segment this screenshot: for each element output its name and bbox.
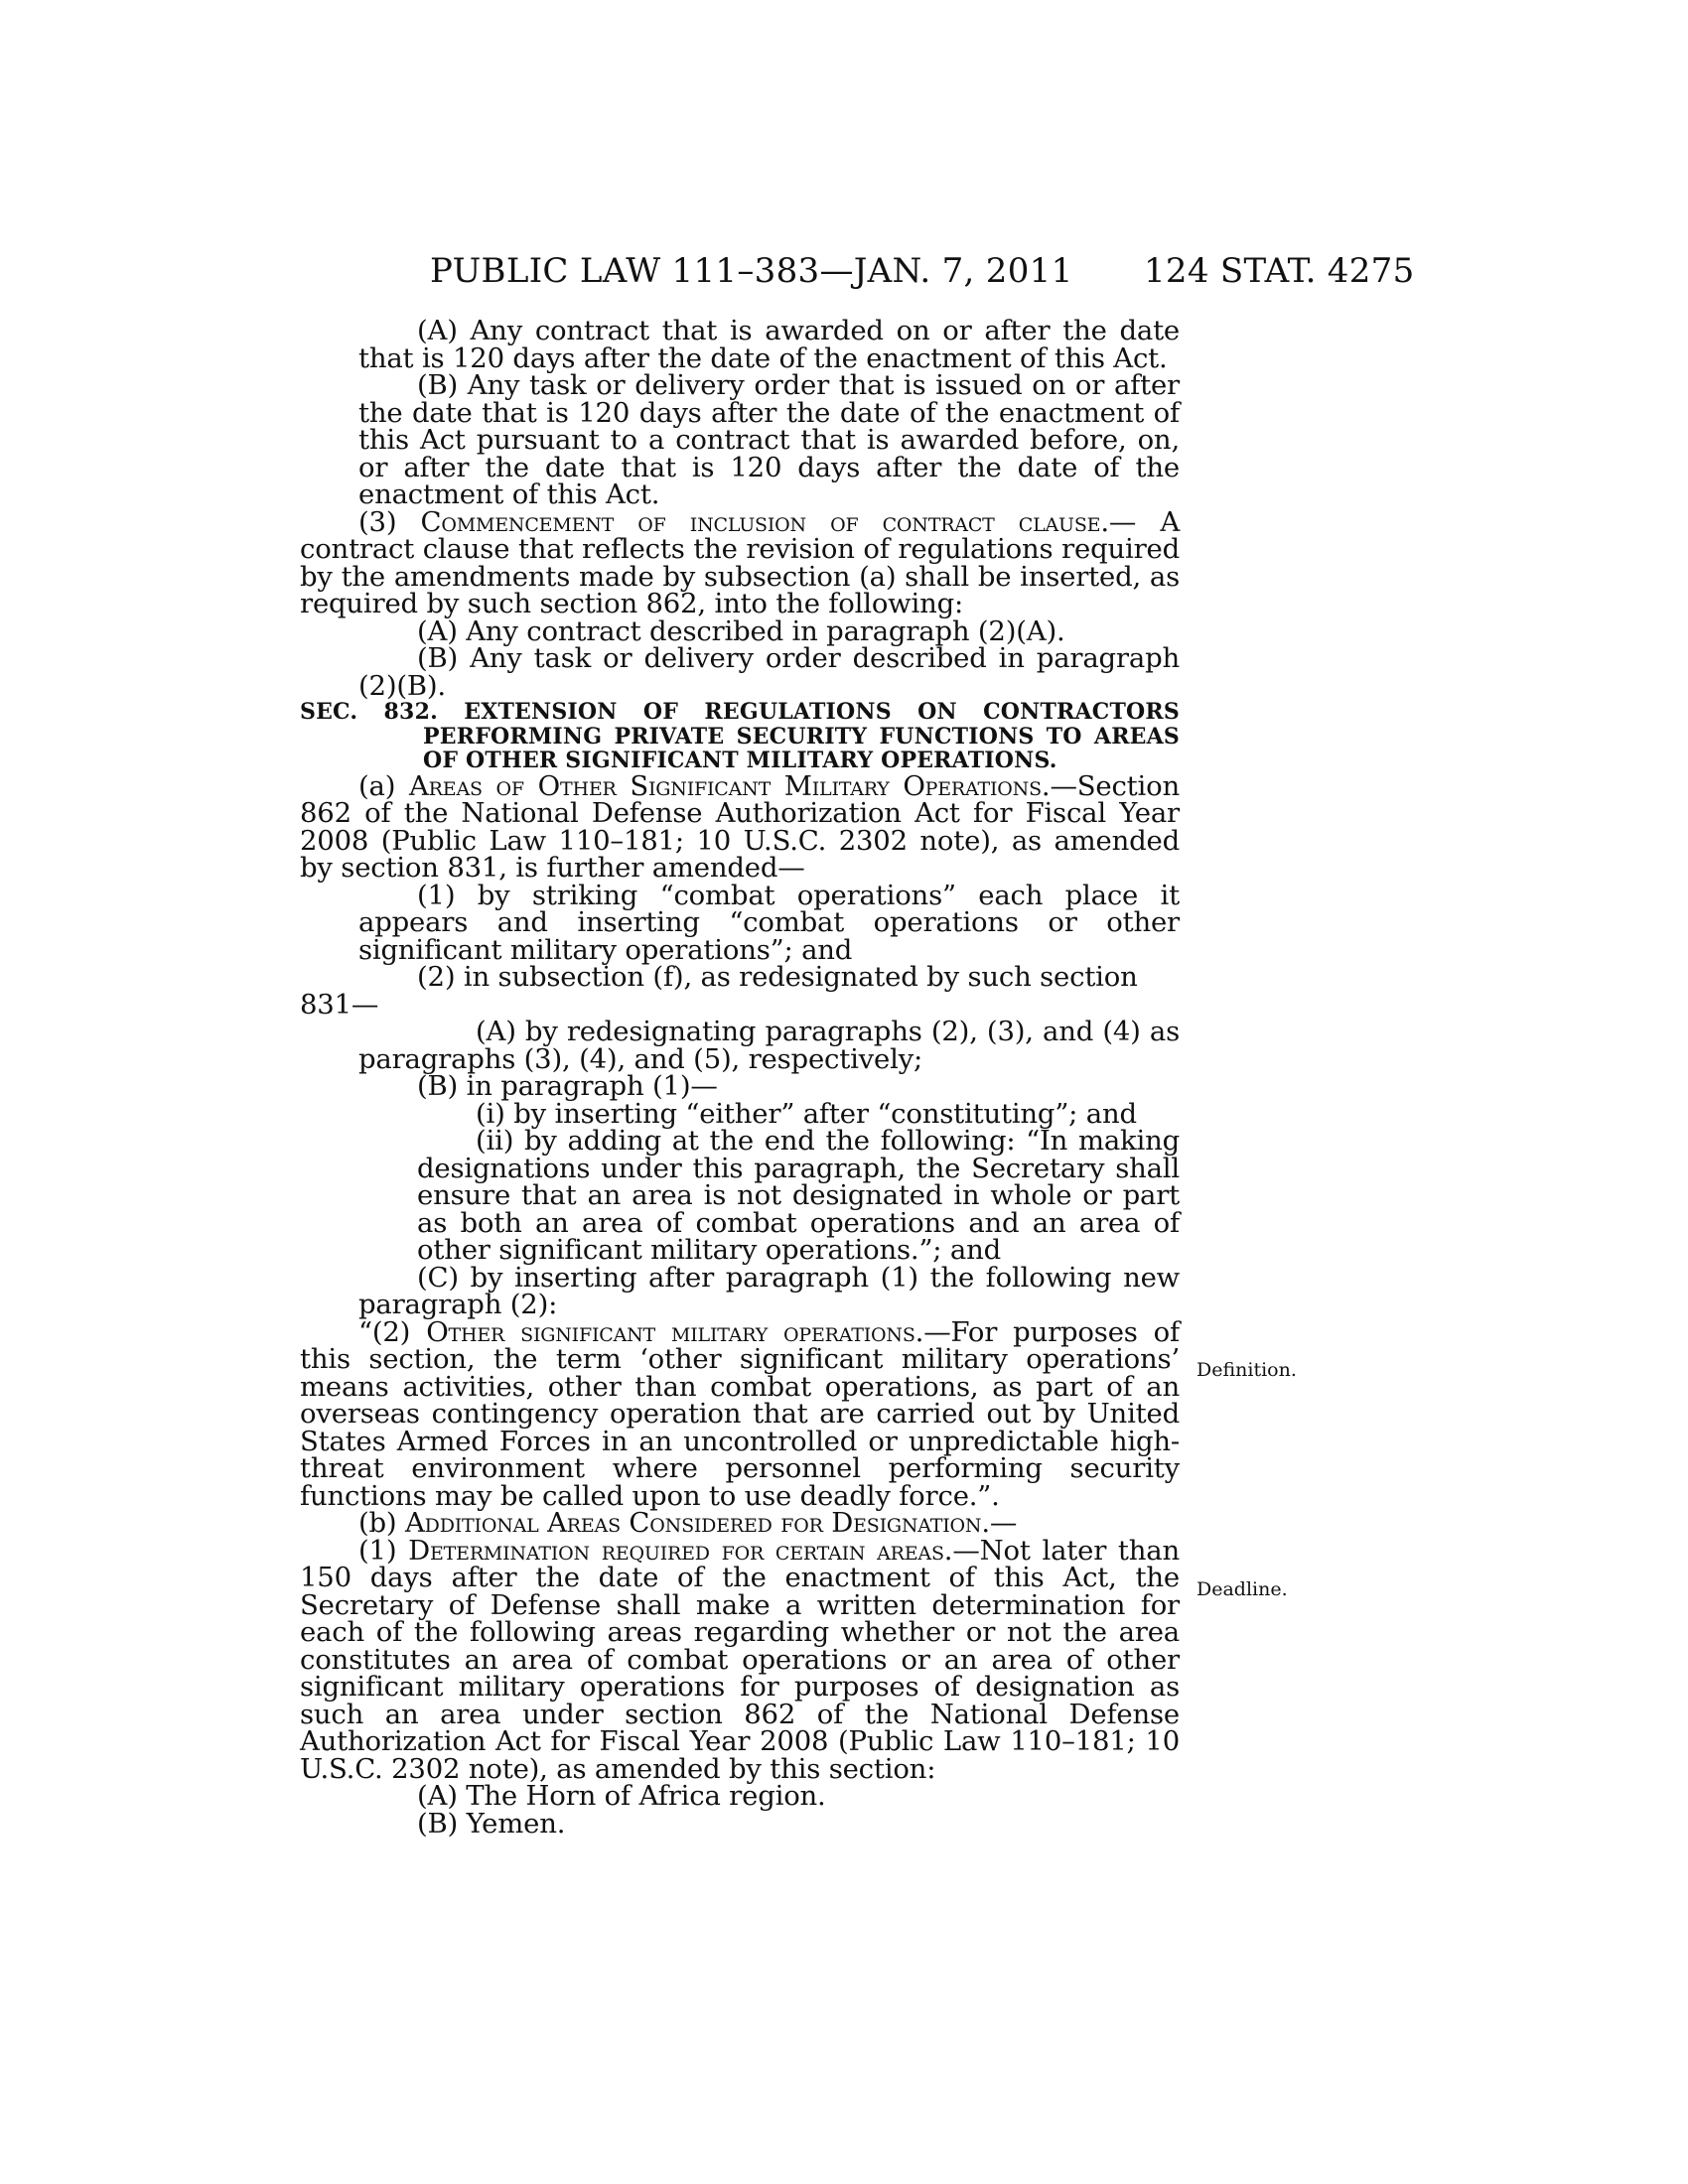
margin-note-deadline: Deadline. <box>1196 1578 1288 1600</box>
paragraph-3 <box>300 505 1180 619</box>
subsection-a-paragraph-1: (1) by striking “combat operations” each place it appears and inserting “combat operations or other significant military operations”; and <box>358 879 1180 966</box>
quoted-paragraph-2 <box>300 1315 1180 1512</box>
subsection-heading: Areas of Other Significant Military Operations. <box>409 769 1051 802</box>
subsection-a <box>300 769 1180 884</box>
margin-note-definition: Definition. <box>1196 1359 1297 1381</box>
quoted-paragraph-number: “(2) <box>358 1315 411 1348</box>
subsection-a-paragraph-2b: (B) in paragraph (1)— <box>417 1070 718 1102</box>
subsection-text: — <box>989 1507 1018 1539</box>
paragraph-2a: (A) Any contract that is awarded on or after the date that is 120 days after the date of the enactment of this Act. <box>358 315 1180 374</box>
paragraph-text: —Not later than 150 days after the date of the enactment of this Act, the Secretary of Defense shall make a written determination for each of the following areas regarding whether or not the area constitutes an area of combat operations or an area of other significant military operations for purposes of designation as such an area under section 862 of the National Defense Authorization Act for Fiscal Year 2008 (Public Law 110–181; 10 U.S.C. 2302 note), as amended by this section: <box>300 1534 1180 1785</box>
subsection-b-paragraph-1 <box>300 1534 1180 1785</box>
statute-text-column <box>300 315 1180 1840</box>
subsection-a-paragraph-2: (2) in subsection (f), as redesignated by such section 831— <box>300 961 1138 1021</box>
running-header-title: PUBLIC LAW 111–383—JAN. 7, 2011 <box>430 251 1073 291</box>
paragraph-text: — A contract clause that reflects the revision of regulations required by the amendments made by subsection (a) shall be inserted, as required by such section 862, into the following: <box>300 505 1180 619</box>
subsection-text: —Section 862 of the National Defense Authorization Act for Fiscal Year 2008 (Public Law 110–181; 10 U.S.C. 2302 note), as amended by section 831, is further amended— <box>300 769 1180 884</box>
quoted-paragraph-text: —For purposes of this section, the term ‘other significant military operations’ means activities, other than combat operations, as part of an overseas contingency operation that are carried out by United States Armed Forces in an uncontrolled or unpredictable high-threat environment where personnel performing security functions may be called upon to use deadly force.”. <box>300 1315 1180 1512</box>
section-heading: SEC. 832. EXTENSION OF REGULATIONS ON CONTRACTORS PERFORMING PRIVATE SECURITY FUNCTIONS TO AREAS OF OTHER SIGNIFICANT MILITARY OPERATIONS. <box>300 699 1180 773</box>
subsection-heading: Additional Areas Considered for Designation. <box>405 1507 990 1539</box>
quoted-paragraph-heading: Other significant military operations. <box>426 1315 924 1348</box>
subsection-number: (b) <box>358 1507 397 1539</box>
subsection-a-clause-ii: (ii) by adding at the end the following: “In making designations under this paragraph, the Secretary shall ensure that an area is not designated in whole or part as both an area of combat operations and an area of other significant military operations.”; and <box>417 1125 1180 1266</box>
subsection-b-paragraph-1b: (B) Yemen. <box>417 1807 566 1840</box>
paragraph-number: (3) <box>358 505 397 538</box>
subsection-b-paragraph-1a: (A) The Horn of Africa region. <box>417 1780 826 1812</box>
paragraph-heading: Determination required for certain areas. <box>408 1534 953 1567</box>
subsection-b <box>300 1507 1180 1539</box>
running-header-page-number: 124 STAT. 4275 <box>1144 251 1415 291</box>
paragraph-number: (1) <box>358 1534 397 1567</box>
subsection-a-clause-i: (i) by inserting “either” after “constituting”; and <box>476 1097 1137 1130</box>
paragraph-3a: (A) Any contract described in paragraph (2)(A). <box>417 614 1065 647</box>
paragraph-heading: Commencement of inclusion of contract clause. <box>420 505 1109 538</box>
paragraph-2b: (B) Any task or delivery order that is issued on or after the date that is 120 days after the date of the enactment of this Act pursuant to a contract that is awarded before, on, or after the date that is 120 days after the date of the enactment of this Act. <box>358 369 1180 510</box>
subsection-a-paragraph-2c: (C) by inserting after paragraph (1) the following new paragraph (2): <box>358 1261 1180 1320</box>
subsection-number: (a) <box>358 769 396 802</box>
paragraph-3b: (B) Any task or delivery order described in paragraph (2)(B). <box>358 642 1180 702</box>
subsection-a-paragraph-2a: (A) by redesignating paragraphs (2), (3), and (4) as paragraphs (3), (4), and (5), respectively; <box>358 1016 1180 1075</box>
